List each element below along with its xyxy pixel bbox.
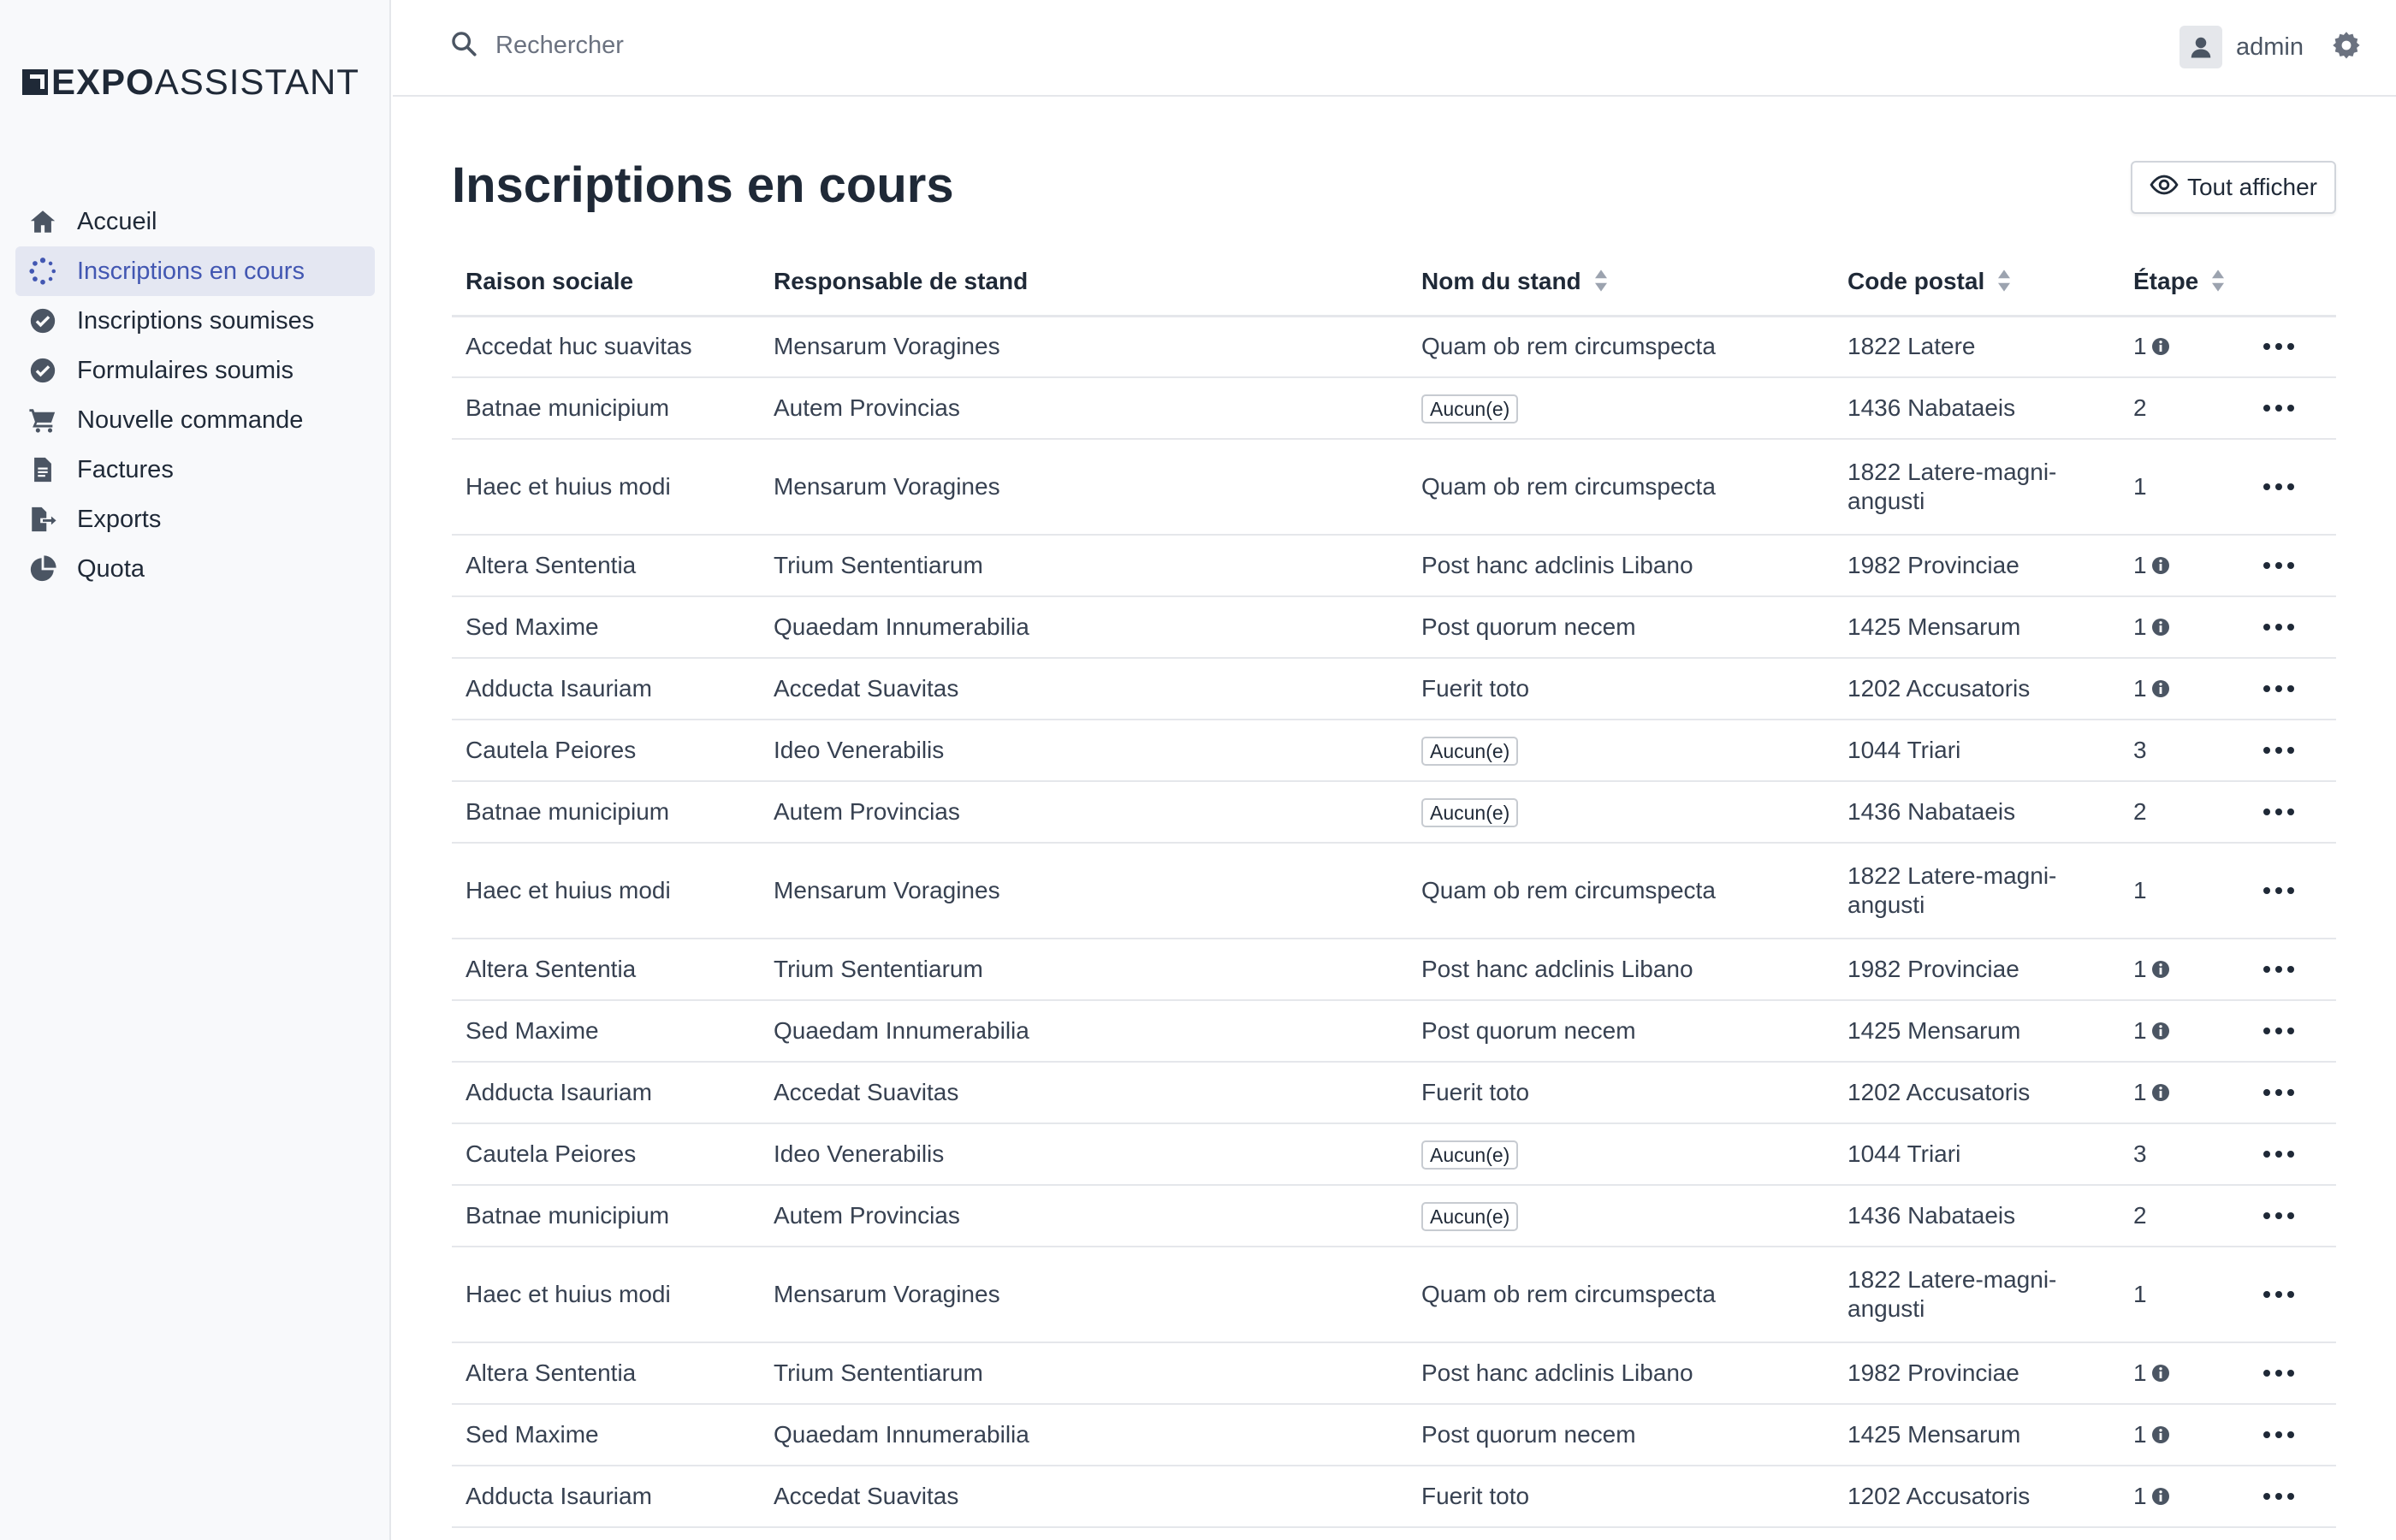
search-icon: [449, 29, 495, 62]
row-actions-button[interactable]: [2262, 482, 2336, 492]
cell-responsable: Autem Provincias: [760, 1185, 1408, 1247]
table-row[interactable]: [452, 1000, 2336, 1062]
column-header-raison-sociale[interactable]: Raison sociale: [452, 248, 760, 316]
show-all-label: Tout afficher: [2186, 174, 2317, 200]
info-icon[interactable]: [2150, 336, 2171, 357]
more-options-icon: [2262, 1491, 2296, 1502]
app-logo[interactable]: [22, 62, 359, 103]
user-icon: [2188, 34, 2214, 60]
step-value: 2: [2133, 394, 2147, 421]
more-options-icon: [2262, 1430, 2296, 1440]
more-options-icon: [2262, 745, 2296, 755]
cell-actions[interactable]: [2248, 439, 2336, 535]
cell-raison-sociale: Cautela Peiores: [452, 1123, 760, 1185]
cell-actions[interactable]: [2248, 377, 2336, 439]
info-icon[interactable]: [2150, 555, 2171, 576]
sidebar-item-label: Quota: [77, 554, 145, 583]
sidebar-item-exports[interactable]: [15, 495, 375, 544]
step-value: 1: [2133, 1281, 2147, 1307]
show-all-button[interactable]: [2131, 161, 2336, 214]
cell-responsable: Accedat Suavitas: [760, 1466, 1408, 1527]
sort-icon: [2210, 269, 2226, 293]
row-actions-button[interactable]: [2262, 745, 2336, 755]
logo-text-expo: EXPO: [51, 62, 155, 102]
cell-etape: [2120, 1342, 2248, 1404]
step-value: 2: [2133, 1202, 2147, 1229]
stand-name: Post hanc adclinis Libano: [1421, 552, 1693, 578]
empty-stand-badge: Aucun(e): [1421, 737, 1518, 766]
avatar[interactable]: [2180, 26, 2222, 68]
sort-icon: [1996, 269, 2012, 293]
stand-name: Post hanc adclinis Libano: [1421, 956, 1693, 982]
sidebar-item-inscriptions-soumises[interactable]: [15, 296, 375, 346]
cell-raison-sociale: Batnae municipium: [452, 1185, 760, 1247]
cell-nom-du-stand: [1408, 1000, 1834, 1062]
stand-name: Fuerit toto: [1421, 1079, 1530, 1105]
cell-responsable: Accedat Suavitas: [760, 1062, 1408, 1123]
cell-code-postal: 1436 Nabataeis: [1834, 377, 2120, 439]
more-options-icon: [2262, 403, 2296, 413]
empty-stand-badge: Aucun(e): [1421, 1202, 1518, 1231]
stand-name: Post quorum necem: [1421, 1421, 1636, 1448]
info-icon[interactable]: [2150, 1424, 2171, 1445]
cell-actions[interactable]: [2248, 1247, 2336, 1342]
sidebar-nav: [15, 197, 375, 594]
row-actions-button[interactable]: [2262, 1087, 2336, 1098]
table-header-row: [452, 248, 2336, 316]
cell-code-postal: 1425 Mensarum: [1834, 596, 2120, 658]
step-value: 3: [2133, 737, 2147, 763]
cell-etape: [2120, 1123, 2248, 1185]
table-row[interactable]: [452, 316, 2336, 377]
check-circle-icon: [27, 305, 58, 336]
stand-name: Quam ob rem circumspecta: [1421, 333, 1716, 360]
more-options-icon: [2262, 482, 2296, 492]
step-value: 1: [2133, 552, 2147, 578]
cell-code-postal: 1202 Accusatoris: [1834, 1062, 2120, 1123]
cell-code-postal: 1982 Provinciae: [1834, 1342, 2120, 1404]
sidebar-item-nouvelle-commande[interactable]: [15, 395, 375, 445]
table-row[interactable]: [452, 939, 2336, 1000]
cell-etape: [2120, 781, 2248, 843]
table-row[interactable]: [452, 781, 2336, 843]
info-icon[interactable]: [2150, 1082, 2171, 1103]
sidebar-item-label: Nouvelle commande: [77, 406, 304, 434]
gear-icon[interactable]: [2331, 30, 2362, 65]
stand-name: Fuerit toto: [1421, 1483, 1530, 1509]
top-bar: [393, 0, 2396, 97]
cart-icon: [27, 405, 58, 435]
row-actions-button[interactable]: [2262, 1026, 2336, 1036]
cell-nom-du-stand: [1408, 1123, 1834, 1185]
cell-etape: [2120, 1062, 2248, 1123]
stand-name: Quam ob rem circumspecta: [1421, 1281, 1716, 1307]
cell-etape: [2120, 843, 2248, 939]
cell-responsable: Autem Provincias: [760, 781, 1408, 843]
cell-actions[interactable]: [2248, 1466, 2336, 1527]
cell-raison-sociale: Sed Maxime: [452, 1000, 760, 1062]
cell-responsable: Autem Provincias: [760, 377, 1408, 439]
row-actions-button[interactable]: [2262, 1430, 2336, 1440]
cell-actions[interactable]: [2248, 843, 2336, 939]
cell-nom-du-stand: [1408, 781, 1834, 843]
cell-code-postal: 1425 Mensarum: [1834, 1404, 2120, 1466]
cell-code-postal: 1044 Triari: [1834, 1123, 2120, 1185]
more-options-icon: [2262, 807, 2296, 817]
cell-code-postal: 1822 Latere-magni-angusti: [1834, 1247, 2120, 1342]
cell-nom-du-stand: [1408, 1062, 1834, 1123]
cell-nom-du-stand: [1408, 439, 1834, 535]
logo-text-assistant: ASSISTANT: [154, 62, 359, 102]
cell-actions[interactable]: [2248, 720, 2336, 781]
cell-raison-sociale: Accedat huc suavitas: [452, 316, 760, 377]
file-export-icon: [27, 504, 58, 535]
cell-nom-du-stand: [1408, 843, 1834, 939]
cell-responsable: Mensarum Voragines: [760, 316, 1408, 377]
step-value: 3: [2133, 1140, 2147, 1167]
cell-responsable: Mensarum Voragines: [760, 439, 1408, 535]
table-row[interactable]: [452, 596, 2336, 658]
pie-chart-icon: [27, 554, 58, 584]
cell-nom-du-stand: [1408, 316, 1834, 377]
sidebar-item-factures[interactable]: [15, 445, 375, 495]
row-actions-button[interactable]: [2262, 1368, 2336, 1378]
eye-icon: [2150, 170, 2187, 205]
sidebar-item-inscriptions-en-cours[interactable]: [15, 246, 375, 296]
sidebar-item-label: Exports: [77, 505, 162, 533]
info-icon[interactable]: [2150, 1363, 2171, 1383]
table-row[interactable]: [452, 1404, 2336, 1466]
cell-etape: [2120, 1185, 2248, 1247]
table-row[interactable]: [452, 1123, 2336, 1185]
cell-actions[interactable]: [2248, 658, 2336, 720]
cell-nom-du-stand: [1408, 1466, 1834, 1527]
cell-nom-du-stand: [1408, 377, 1834, 439]
cell-code-postal: 1822 Latere-magni-angusti: [1834, 439, 2120, 535]
cell-nom-du-stand: [1408, 1185, 1834, 1247]
cell-nom-du-stand: [1408, 596, 1834, 658]
cell-nom-du-stand: [1408, 939, 1834, 1000]
step-value: 1: [2133, 1079, 2147, 1105]
column-header-nom-du-stand[interactable]: Nom du stand: [1408, 248, 1834, 316]
stand-name: Fuerit toto: [1421, 675, 1530, 702]
cell-raison-sociale: Adducta Isauriam: [452, 1062, 760, 1123]
info-icon[interactable]: [2150, 678, 2171, 699]
stand-name: Post quorum necem: [1421, 1017, 1636, 1044]
sidebar-item-accueil[interactable]: [15, 197, 375, 246]
user-menu: [2180, 26, 2362, 68]
cell-etape: [2120, 439, 2248, 535]
more-options-icon: [2262, 1026, 2296, 1036]
row-actions-button[interactable]: [2262, 403, 2336, 413]
row-actions-button[interactable]: [2262, 341, 2336, 352]
cell-code-postal: 1822 Latere-magni-angusti: [1834, 843, 2120, 939]
info-icon[interactable]: [2150, 1486, 2171, 1507]
cell-code-postal: 1202 Accusatoris: [1834, 1466, 2120, 1527]
cell-nom-du-stand: [1408, 720, 1834, 781]
cell-actions[interactable]: [2248, 1062, 2336, 1123]
cell-responsable: Quaedam Innumerabilia: [760, 596, 1408, 658]
cell-etape: [2120, 1404, 2248, 1466]
more-options-icon: [2262, 1211, 2296, 1221]
cell-raison-sociale: Haec et huius modi: [452, 1247, 760, 1342]
table-row[interactable]: [452, 843, 2336, 939]
row-actions-button[interactable]: [2262, 886, 2336, 896]
cell-responsable: Accedat Suavitas: [760, 658, 1408, 720]
more-options-icon: [2262, 1087, 2296, 1098]
cell-etape: [2120, 720, 2248, 781]
cell-code-postal: 1436 Nabataeis: [1834, 781, 2120, 843]
cell-nom-du-stand: [1408, 1247, 1834, 1342]
cell-responsable: Ideo Venerabilis: [760, 720, 1408, 781]
stand-name: Post hanc adclinis Libano: [1421, 1359, 1693, 1386]
table-row[interactable]: [452, 1185, 2336, 1247]
more-options-icon: [2262, 1289, 2296, 1300]
step-value: 1: [2133, 877, 2147, 903]
info-icon[interactable]: [2150, 1021, 2171, 1041]
row-actions-button[interactable]: [2262, 684, 2336, 694]
cell-etape: [2120, 658, 2248, 720]
cell-raison-sociale: Altera Sententia: [452, 939, 760, 1000]
column-header-code-postal[interactable]: Code postal: [1834, 248, 2120, 316]
step-value: 1: [2133, 1017, 2147, 1044]
info-icon[interactable]: [2150, 617, 2171, 637]
cell-raison-sociale: Sed Maxime: [452, 596, 760, 658]
cell-responsable: Quaedam Innumerabilia: [760, 1000, 1408, 1062]
step-value: 1: [2133, 956, 2147, 982]
cell-etape: [2120, 316, 2248, 377]
sidebar: [0, 0, 391, 1540]
cell-responsable: Mensarum Voragines: [760, 843, 1408, 939]
cell-code-postal: 1425 Mensarum: [1834, 1000, 2120, 1062]
cell-raison-sociale: Sed Maxime: [452, 1404, 760, 1466]
stand-name: Quam ob rem circumspecta: [1421, 877, 1716, 903]
more-options-icon: [2262, 886, 2296, 896]
table-row[interactable]: [452, 439, 2336, 535]
check-circle-icon: [27, 355, 58, 386]
row-actions-button[interactable]: [2262, 560, 2336, 571]
row-actions-button[interactable]: [2262, 1149, 2336, 1159]
cell-raison-sociale: Altera Sententia: [452, 535, 760, 596]
cell-responsable: Quaedam Innumerabilia: [760, 1404, 1408, 1466]
stand-name: Post quorum necem: [1421, 613, 1636, 640]
more-options-icon: [2262, 1149, 2296, 1159]
cell-code-postal: 1044 Triari: [1834, 720, 2120, 781]
cell-etape: [2120, 377, 2248, 439]
cell-raison-sociale: Batnae municipium: [452, 377, 760, 439]
cell-code-postal: 1202 Accusatoris: [1834, 658, 2120, 720]
table-row[interactable]: [452, 535, 2336, 596]
row-actions-button[interactable]: [2262, 1289, 2336, 1300]
row-actions-button[interactable]: [2262, 807, 2336, 817]
table-row[interactable]: [452, 1062, 2336, 1123]
row-actions-button[interactable]: [2262, 964, 2336, 974]
step-value: 1: [2133, 1421, 2147, 1448]
cell-etape: [2120, 1000, 2248, 1062]
sidebar-item-label: Inscriptions en cours: [77, 257, 305, 285]
table-row[interactable]: [452, 720, 2336, 781]
sidebar-item-label: Factures: [77, 455, 174, 483]
registrations-table: [452, 248, 2336, 1528]
empty-stand-badge: Aucun(e): [1421, 1140, 1518, 1170]
cell-responsable: Trium Sententiarum: [760, 535, 1408, 596]
cell-code-postal: 1982 Provinciae: [1834, 939, 2120, 1000]
cell-raison-sociale: Adducta Isauriam: [452, 1466, 760, 1527]
cell-actions[interactable]: [2248, 1342, 2336, 1404]
cell-actions[interactable]: [2248, 1404, 2336, 1466]
step-value: 1: [2133, 675, 2147, 702]
cell-etape: [2120, 939, 2248, 1000]
empty-stand-badge: Aucun(e): [1421, 798, 1518, 827]
page-title: Inscriptions en cours: [452, 157, 954, 213]
cell-actions[interactable]: [2248, 535, 2336, 596]
table-row[interactable]: [452, 1466, 2336, 1527]
step-value: 1: [2133, 1359, 2147, 1386]
cell-actions[interactable]: [2248, 1000, 2336, 1062]
cell-etape: [2120, 535, 2248, 596]
table-row[interactable]: [452, 658, 2336, 720]
empty-stand-badge: Aucun(e): [1421, 394, 1518, 424]
cell-etape: [2120, 1247, 2248, 1342]
cell-actions[interactable]: [2248, 316, 2336, 377]
more-options-icon: [2262, 341, 2296, 352]
search-input[interactable]: [495, 32, 1009, 60]
cell-raison-sociale: Adducta Isauriam: [452, 658, 760, 720]
row-actions-button[interactable]: [2262, 622, 2336, 632]
cell-raison-sociale: Altera Sententia: [452, 1342, 760, 1404]
cell-raison-sociale: Batnae municipium: [452, 781, 760, 843]
cell-nom-du-stand: [1408, 658, 1834, 720]
sort-icon: [1593, 269, 1609, 293]
info-icon[interactable]: [2150, 959, 2171, 980]
table-body: [452, 316, 2336, 1527]
table-row[interactable]: [452, 377, 2336, 439]
user-name[interactable]: admin: [2236, 33, 2304, 61]
logo-icon: [22, 69, 48, 95]
spinner-icon: [27, 256, 58, 287]
column-header-responsable[interactable]: Responsable de stand: [760, 248, 1408, 316]
cell-raison-sociale: Cautela Peiores: [452, 720, 760, 781]
document-icon: [27, 454, 58, 485]
step-value: 1: [2133, 1483, 2147, 1509]
cell-actions[interactable]: [2248, 1185, 2336, 1247]
search-bar[interactable]: [449, 29, 1009, 62]
cell-actions[interactable]: [2248, 1123, 2336, 1185]
cell-code-postal: 1822 Latere: [1834, 316, 2120, 377]
cell-nom-du-stand: [1408, 1342, 1834, 1404]
step-value: 1: [2133, 473, 2147, 500]
more-options-icon: [2262, 684, 2296, 694]
step-value: 1: [2133, 613, 2147, 640]
cell-raison-sociale: Haec et huius modi: [452, 843, 760, 939]
cell-actions[interactable]: [2248, 596, 2336, 658]
cell-raison-sociale: Haec et huius modi: [452, 439, 760, 535]
stand-name: Quam ob rem circumspecta: [1421, 473, 1716, 500]
more-options-icon: [2262, 1368, 2296, 1378]
column-header-etape[interactable]: Étape: [2120, 248, 2248, 316]
home-icon: [27, 206, 58, 237]
sidebar-item-label: Accueil: [77, 207, 157, 235]
cell-etape: [2120, 1466, 2248, 1527]
cell-responsable: Trium Sententiarum: [760, 1342, 1408, 1404]
column-header-actions: [2248, 248, 2336, 316]
cell-nom-du-stand: [1408, 535, 1834, 596]
sidebar-item-formulaires-soumis[interactable]: [15, 346, 375, 395]
cell-responsable: Mensarum Voragines: [760, 1247, 1408, 1342]
cell-etape: [2120, 596, 2248, 658]
table-row[interactable]: [452, 1247, 2336, 1342]
step-value: 1: [2133, 333, 2147, 360]
cell-nom-du-stand: [1408, 1404, 1834, 1466]
cell-code-postal: 1982 Provinciae: [1834, 535, 2120, 596]
step-value: 2: [2133, 798, 2147, 825]
cell-actions[interactable]: [2248, 939, 2336, 1000]
table-row[interactable]: [452, 1342, 2336, 1404]
cell-code-postal: 1436 Nabataeis: [1834, 1185, 2120, 1247]
cell-actions[interactable]: [2248, 781, 2336, 843]
more-options-icon: [2262, 964, 2296, 974]
row-actions-button[interactable]: [2262, 1491, 2336, 1502]
sidebar-item-label: Inscriptions soumises: [77, 306, 315, 335]
more-options-icon: [2262, 622, 2296, 632]
sidebar-item-label: Formulaires soumis: [77, 356, 294, 384]
sidebar-item-quota[interactable]: [15, 544, 375, 594]
cell-responsable: Trium Sententiarum: [760, 939, 1408, 1000]
row-actions-button[interactable]: [2262, 1211, 2336, 1221]
more-options-icon: [2262, 560, 2296, 571]
cell-responsable: Ideo Venerabilis: [760, 1123, 1408, 1185]
